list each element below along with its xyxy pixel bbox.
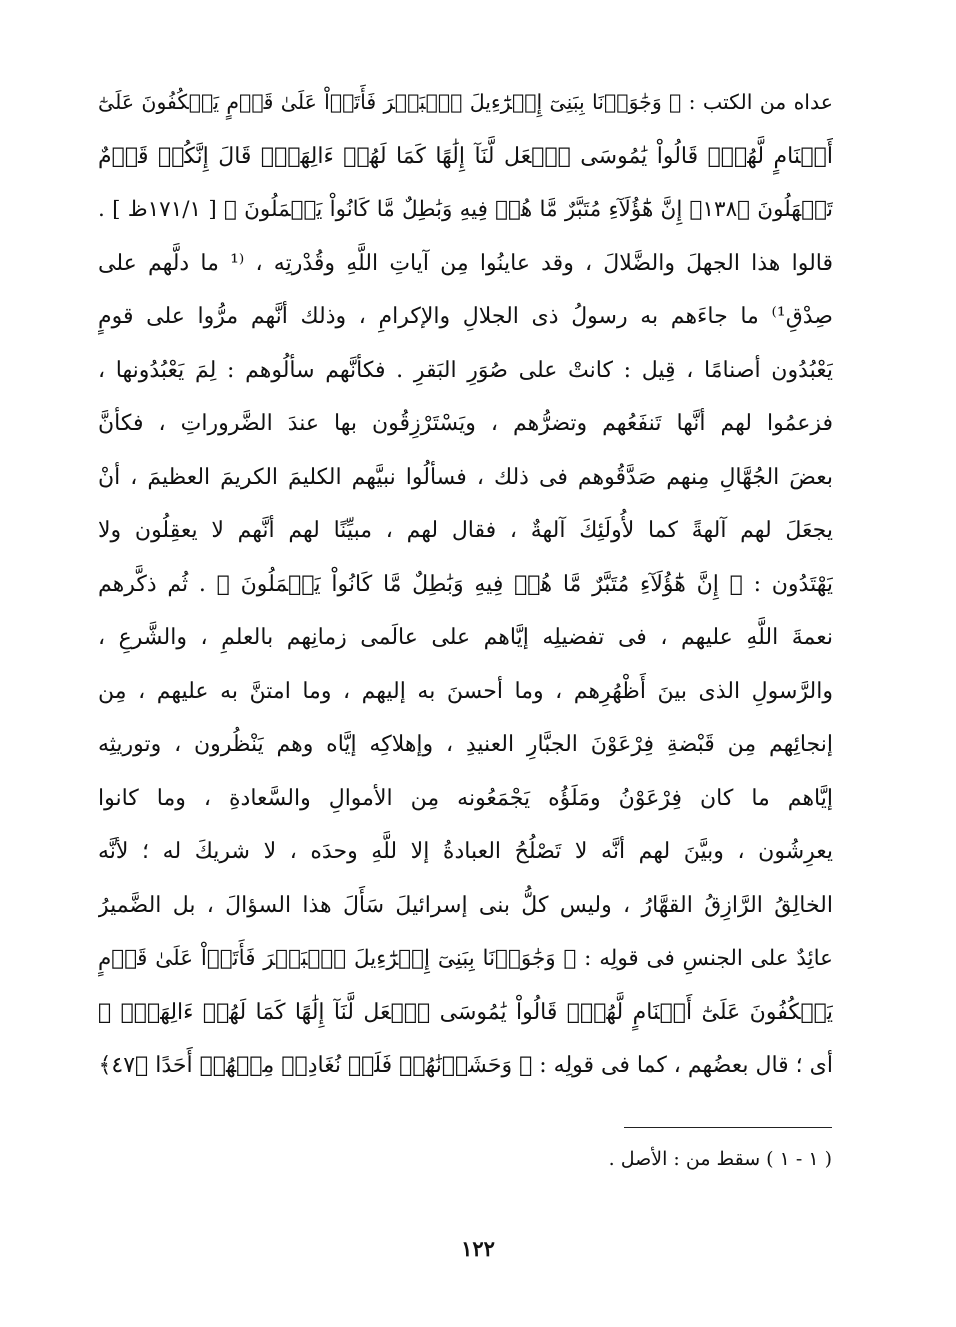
main-text (98, 76, 833, 1093)
text-line: إنجائِهم مِن قَبْضةِ فِرْعَوْنَ الجبَّارِ العنيدِ ، وإهلاكِه إيَّاه وهم يَنْظُرون ، وتوريثِه (98, 732, 833, 757)
text-line: بعضَ الجُهَّالِ مِنهم صَدَّقُوهم فى ذلك ، فسألُوا نبيَّهم الكليمَ الكريمَ العظيمَ ، أنْ (98, 464, 833, 490)
text-line: عائِدٌ على الجنسِ فى قولِه : ﴿ وَجَٰوَزۡنَا بِبَنِىٓ إِسۡرَٰٓءِيلَ ٱلۡبَحۡرَ فَأَتَوۡاْ عَلَىٰ قَوۡمٍ (98, 946, 833, 971)
text-line: فزعمُوا لهم أنَّها تَنفَعُهم وتضرُّهم ، ويَسْتَرْزِقُون بها عندَ الضَّروراتِ ، فكأنَّ (98, 411, 833, 436)
text-line: نعمةَ اللَّهِ عليهم ، فى تفضيلِه إيَّاهم على عالَمى زمانِهم بالعلمِ ، والشَّرعِ ، (98, 625, 833, 650)
text-line: والرَّسولِ الذى بينَ أَظْهُرِهم ، وما أحسنَ به إليهم ، وما امتنَّ به عليهم ، مِن (98, 678, 833, 704)
footnote: ( ١ - ١ ) سقط من : الأصل . (608, 1148, 832, 1170)
text-line: يَهْتَدُون : ﴿ إِنَّ هَٰٓؤُلَآءِ مُتَبَّرٌ مَّا هُمۡ فِيهِ وَبَٰطِلٌ مَّا كَانُواْ يَعۡمَلُونَ ﴾ . ثُم ذكَّرهم (98, 571, 833, 597)
text-line: أَصۡنَامٍ لَّهُمۡۚ قَالُواْ يَٰمُوسَى ٱجۡعَل لَّنَآ إِلَٰهًا كَمَا لَهُمۡ ءَالِهَةٌۚ قَالَ إِنَّكُمۡ قَوۡمٌ (98, 143, 833, 169)
text-line: تَجۡهَلُونَ ﴿١٣٨﴾ إِنَّ هَٰٓؤُلَآءِ مُتَبَّرٌ مَّا هُمۡ فِيهِ وَبَٰطِلٌ مَّا كَانُواْ يَعۡمَلُونَ ﴾ [ ١٧١/١ظ ] . (98, 197, 833, 222)
footnote-divider (624, 1127, 832, 1128)
text-line: أى ؛ قال بعضُهم ، كما فى قولِه : ﴿ وَحَشَرۡنَٰهُمۡ فَلَمۡ نُغَادِرۡ مِنۡهُمۡ أَحَدًا ﴿٤٧﴾ (98, 1053, 833, 1078)
text-line: يجعَلَ لهم آلهةً كما لأُولَئِكَ آلهةٌ ، فقال لهم ، مبيِّنًا لهم أنَّهم لا يعقِلُون ولا (98, 518, 833, 543)
text-line: إيَّاهم ما كان فِرْعَوْنُ ومَلَؤُه يَجْمَعُونه مِن الأموالِ والسَّعادةِ ، وما كانوا (98, 785, 833, 811)
text-line: قالوا هذا الجهلَ والضَّلالَ ، وقد عاينُوا مِن آياتِ اللَّهِ وقُدْرتِه ، ⁽¹ ما دلَّهم على (98, 250, 833, 276)
text-line: الخالِقُ الرَّازِقُ القهَّارُ ، وليس كلُّ بنى إسرائيلَ سَأَلَ هذا السؤالَ ، بل الضَّميرُ (98, 892, 833, 918)
text-line: صِدْقِ¹⁾ ما جاءَهم به رسولُ ذى الجلالِ والإكرامِ ، وذلك أنَّهم مرُّوا على قومٍ (98, 304, 833, 329)
text-line: يَعْبُدُون أصنامًا ، قِيل : كانتْ على صُوَرِ البَقرِ . فكأنَّهم سألُوهم : لِمَ يَعْبُدُونها ، (98, 357, 833, 383)
text-line: عداه من الكتب : ﴿ وَجَٰوَزۡنَا بِبَنِىٓ إِسۡرَٰٓءِيلَ ٱلۡبَحۡرَ فَأَتَوۡاْ عَلَىٰ قَوۡمٍ يَعۡكُفُونَ عَلَىٰٓ (98, 90, 833, 114)
text-line: يعرِشُون ، وبيَّنَ لهم أنَّه لا تَصْلُحُ العبادةُ إلا للَّهِ وحدَه ، لا شريكَ له ؛ لأنَّه (98, 839, 833, 864)
text-line: يَعۡكُفُونَ عَلَىٰٓ أَصۡنَامٍ لَّهُمۡۚ قَالُواْ يَٰمُوسَى ٱجۡعَل لَّنَآ إِلَٰهًا كَمَا لَهُمۡ ءَالِهَةٌۚ ﴾ (98, 999, 833, 1025)
page-number: ١٢٢ (461, 1236, 495, 1261)
